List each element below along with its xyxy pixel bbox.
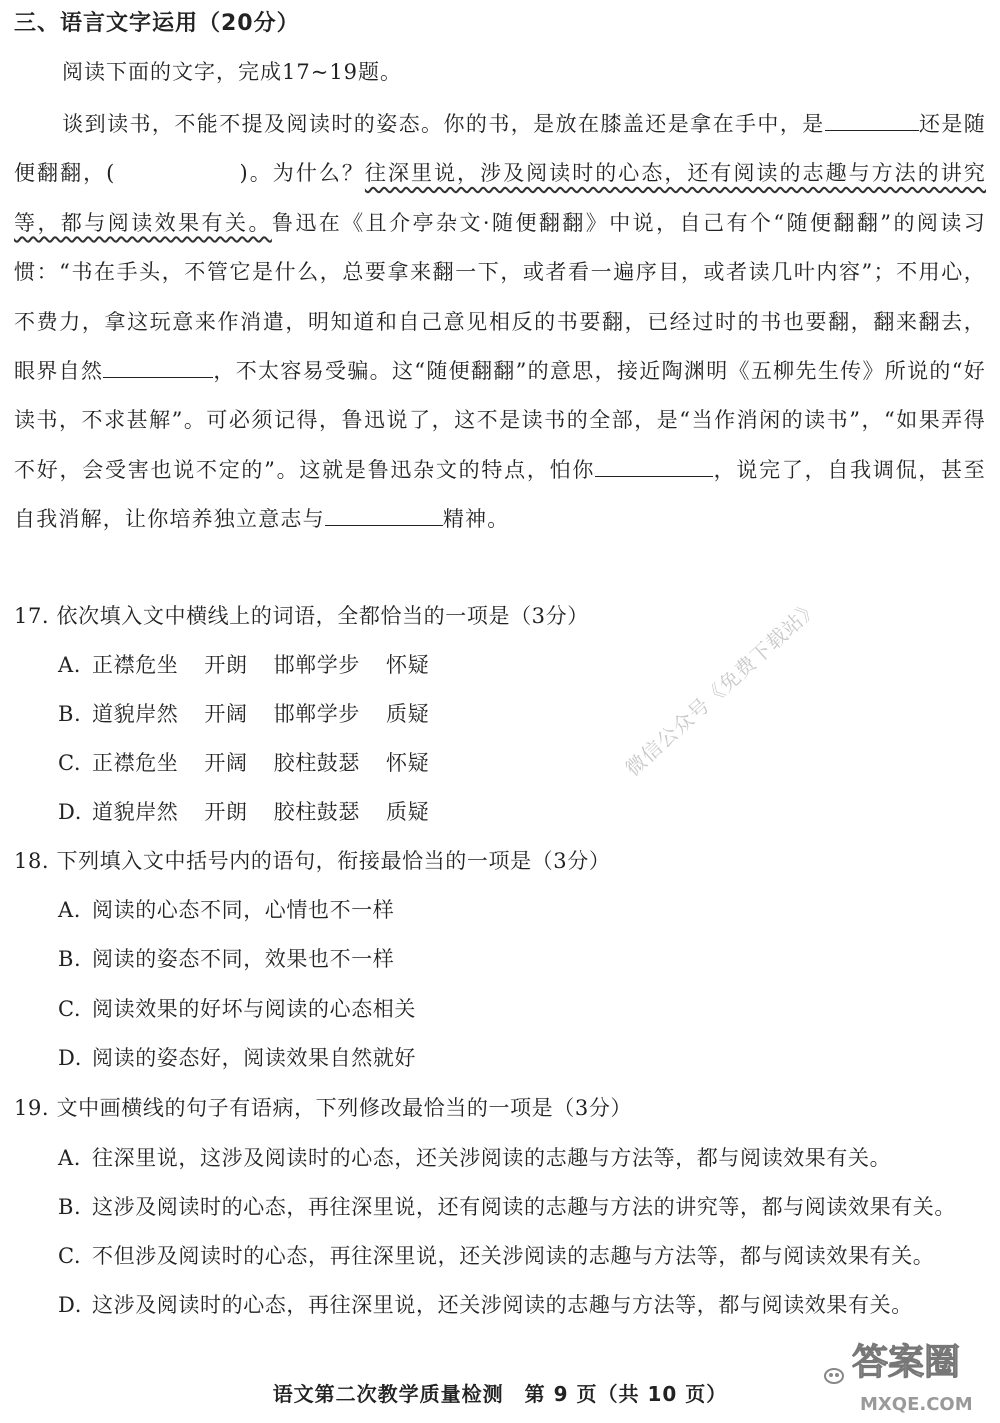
reading-passage	[14, 100, 986, 545]
option-word: 怀疑	[386, 653, 430, 677]
watermark-text: 微信公众号《免费下载站》	[620, 594, 825, 781]
option-text: 阅读的姿态不同，效果也不一样	[92, 947, 395, 971]
passage-text-5: 鲁迅在《且介亭杂文·随便翻翻》中说，自己有个“随便翻翻”的阅读习惯：“书在手头，不管它是什么，总要拿来翻一下，或者看一遍序目，或者读几叶内容”；不用心，不费力，拿这玩意来作消遣，明知道和自己意见相反的书要翻，已经过时的书也要翻，翻来翻去，眼界自然	[14, 210, 987, 384]
option-letter: D.	[58, 1293, 82, 1317]
option-text: 阅读效果的好坏与阅读的心态相关	[92, 997, 416, 1021]
question-17-stem: 17. 依次填入文中横线上的词语，全都恰当的一项是（3分）	[14, 604, 589, 628]
option-word: 正襟危坐	[92, 653, 179, 677]
q18-option-c	[58, 991, 416, 1027]
q19-option-a	[58, 1140, 891, 1176]
section-title: 三、语言文字运用（20分）	[14, 11, 300, 36]
q19-option-c	[58, 1238, 934, 1274]
option-word: 道貌岸然	[92, 702, 179, 726]
option-word: 开朗	[204, 653, 248, 677]
option-text: 不但涉及阅读时的心态，再往深里说，还关涉阅读的志趣与方法等，都与阅读效果有关。	[92, 1244, 935, 1268]
option-letter: B.	[58, 702, 82, 726]
q17-option-c	[58, 745, 455, 781]
logo-main-text: 答案圈	[852, 1342, 961, 1383]
option-letter: B.	[58, 947, 82, 971]
option-letter: D.	[58, 800, 82, 824]
blank-1	[825, 106, 919, 131]
option-word: 质疑	[386, 800, 430, 824]
q19-option-d	[58, 1287, 913, 1323]
option-word: 开阔	[204, 751, 248, 775]
option-word: 怀疑	[386, 751, 430, 775]
q17-option-b	[58, 696, 455, 732]
q17-option-d	[58, 794, 455, 830]
option-letter: A.	[58, 898, 82, 922]
option-word: 质疑	[386, 702, 430, 726]
question-18-stem: 18. 下列填入文中括号内的语句，衔接最恰当的一项是（3分）	[14, 849, 611, 873]
option-letter: B.	[58, 1195, 82, 1219]
underlined-sentence: 往深里说，涉及阅读时的心态，还有阅读的志趣与方法的讲究等，都与阅读效果有关。	[14, 161, 986, 235]
passage-text-7: ，说完了，自我调侃，甚至自我消解，让你培养独立意志与	[14, 457, 987, 532]
blank-3	[595, 452, 713, 477]
option-word: 胶柱鼓瑟	[273, 800, 361, 824]
option-text: 阅读的心态不同，心情也不一样	[92, 898, 395, 922]
passage-text-2: 还是随便翻翻，(	[14, 112, 986, 186]
option-letter: A.	[58, 1146, 82, 1170]
passage-text-3: )。为什么？	[239, 161, 365, 186]
option-text: 阅读的姿态好，阅读效果自然就好	[92, 1046, 416, 1070]
question-19-stem: 19. 文中画横线的句子有语病，下列修改最恰当的一项是（3分）	[14, 1096, 633, 1120]
option-word: 邯郸学步	[273, 702, 361, 726]
option-text: 这涉及阅读时的心态，再往深里说，还有阅读的志趣与方法的讲究等，都与阅读效果有关。	[92, 1195, 956, 1219]
q18-option-d	[58, 1040, 416, 1076]
blank-4	[325, 501, 443, 526]
q18-option-a	[58, 892, 394, 928]
option-letter: C.	[58, 997, 82, 1021]
option-word: 邯郸学步	[273, 653, 361, 677]
option-text: 这涉及阅读时的心态，再往深里说，还关涉阅读的志趣与方法等，都与阅读效果有关。	[92, 1293, 913, 1317]
option-word: 正襟危坐	[92, 751, 179, 775]
option-word: 胶柱鼓瑟	[273, 751, 361, 775]
passage-text-8: 精神。	[442, 507, 510, 532]
q18-option-b	[58, 941, 394, 977]
q19-option-b	[58, 1189, 956, 1225]
blank-2	[103, 353, 213, 378]
option-letter: C.	[58, 751, 82, 775]
logo-sub-text: MXQE.COM	[860, 1394, 973, 1415]
option-text: 往深里说，这涉及阅读时的心态，还关涉阅读的志趣与方法等，都与阅读效果有关。	[92, 1146, 892, 1170]
option-letter: C.	[58, 1244, 82, 1268]
passage-text-1: 谈到读书，不能不提及阅读时的姿态。你的书，是放在膝盖还是拿在手中，是	[62, 112, 825, 136]
option-letter: A.	[58, 653, 82, 677]
reading-instruction: 阅读下面的文字，完成17~19题。	[62, 60, 403, 84]
page-footer: 语文第二次教学质量检测 第 9 页（共 10 页）	[272, 1382, 728, 1406]
passage-text-6: ，不太容易受骗。这“随便翻翻”的意思，接近陶渊明《五柳先生传》所说的“好读书，不求甚解”。可必须记得，鲁迅说了，这不是读书的全部，是“当作消闲的读书”，“如果弄得不好，会受害也说不定的”。这就是鲁迅杂文的特点，怕你	[14, 359, 986, 482]
option-word: 道貌岸然	[92, 800, 179, 824]
option-word: 开朗	[204, 800, 248, 824]
q17-option-a	[58, 647, 455, 683]
option-letter: D.	[58, 1046, 82, 1070]
option-word: 开阔	[204, 702, 248, 726]
